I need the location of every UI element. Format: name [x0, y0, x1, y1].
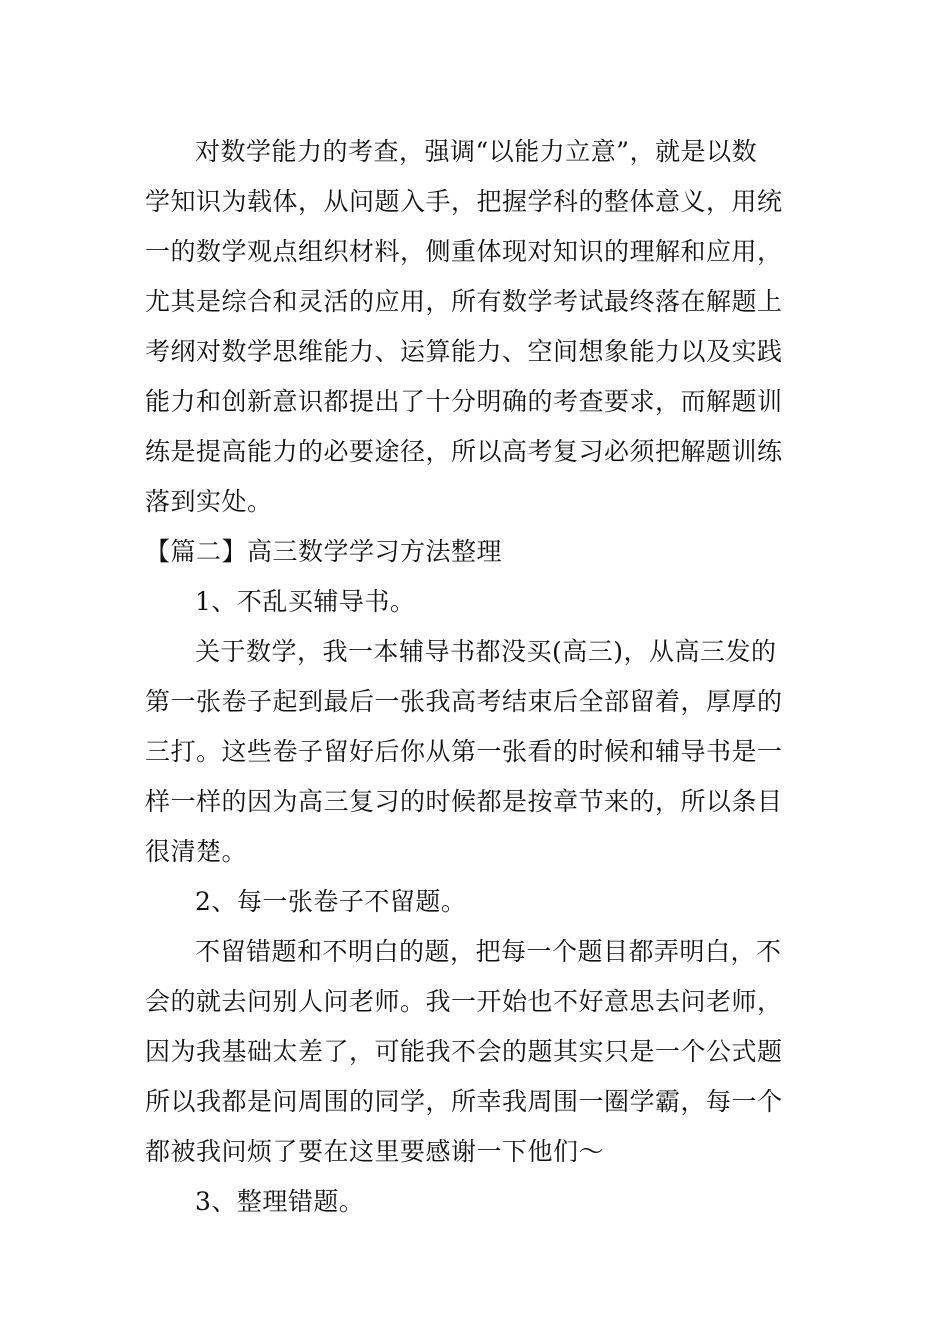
- paragraph-line: 三打。这些卷子留好后你从第一张看的时候和辅导书是一: [145, 737, 783, 766]
- paragraph-line: 学知识为载体，从问题入手，把握学科的整体意义，用统: [145, 187, 783, 216]
- paragraph-line: 因为我基础太差了，可能我不会的题其实只是一个公式题: [145, 1037, 783, 1066]
- paragraph-line: 尤其是综合和灵活的应用，所有数学考试最终落在解题上: [145, 287, 783, 316]
- paragraph-line: 对数学能力的考查，强调“以能力立意”，就是以数: [195, 137, 758, 166]
- item-title: 2、每一张卷子不留题。: [195, 887, 467, 916]
- paragraph-line: 一的数学观点组织材料，侧重体现对知识的理解和应用，: [145, 237, 783, 266]
- paragraph-line: 练是提高能力的必要途径，所以高考复习必须把解题训练: [145, 437, 783, 466]
- item-title: 3、整理错题。: [195, 1187, 365, 1216]
- paragraph-line: 落到实处。: [145, 487, 273, 516]
- paragraph-line: 样一样的因为高三复习的时候都是按章节来的，所以条目: [145, 787, 783, 816]
- paragraph-line: 所以我都是问周围的同学，所幸我周围一圈学霸，每一个: [145, 1087, 783, 1116]
- paragraph-line: 考纲对数学思维能力、运算能力、空间想象能力以及实践: [145, 337, 783, 366]
- section-heading: 【篇二】高三数学学习方法整理: [145, 537, 503, 566]
- paragraph-line: 很清楚。: [145, 837, 248, 866]
- item-title: 1、不乱买辅导书。: [195, 587, 416, 616]
- paragraph-line: 关于数学，我一本辅导书都没买(高三)，从高三发的: [195, 637, 777, 666]
- paragraph-line: 会的就去问别人问老师。我一开始也不好意思去问老师，: [145, 987, 783, 1016]
- paragraph-line: 能力和创新意识都提出了十分明确的考查要求，而解题训: [145, 387, 783, 416]
- paragraph-line: 都被我问烦了要在这里要感谢一下他们～: [145, 1137, 605, 1166]
- paragraph-line: 不留错题和不明白的题，把每一个题目都弄明白，不: [195, 937, 782, 966]
- paragraph-line: 第一张卷子起到最后一张我高考结束后全部留着，厚厚的: [145, 687, 783, 716]
